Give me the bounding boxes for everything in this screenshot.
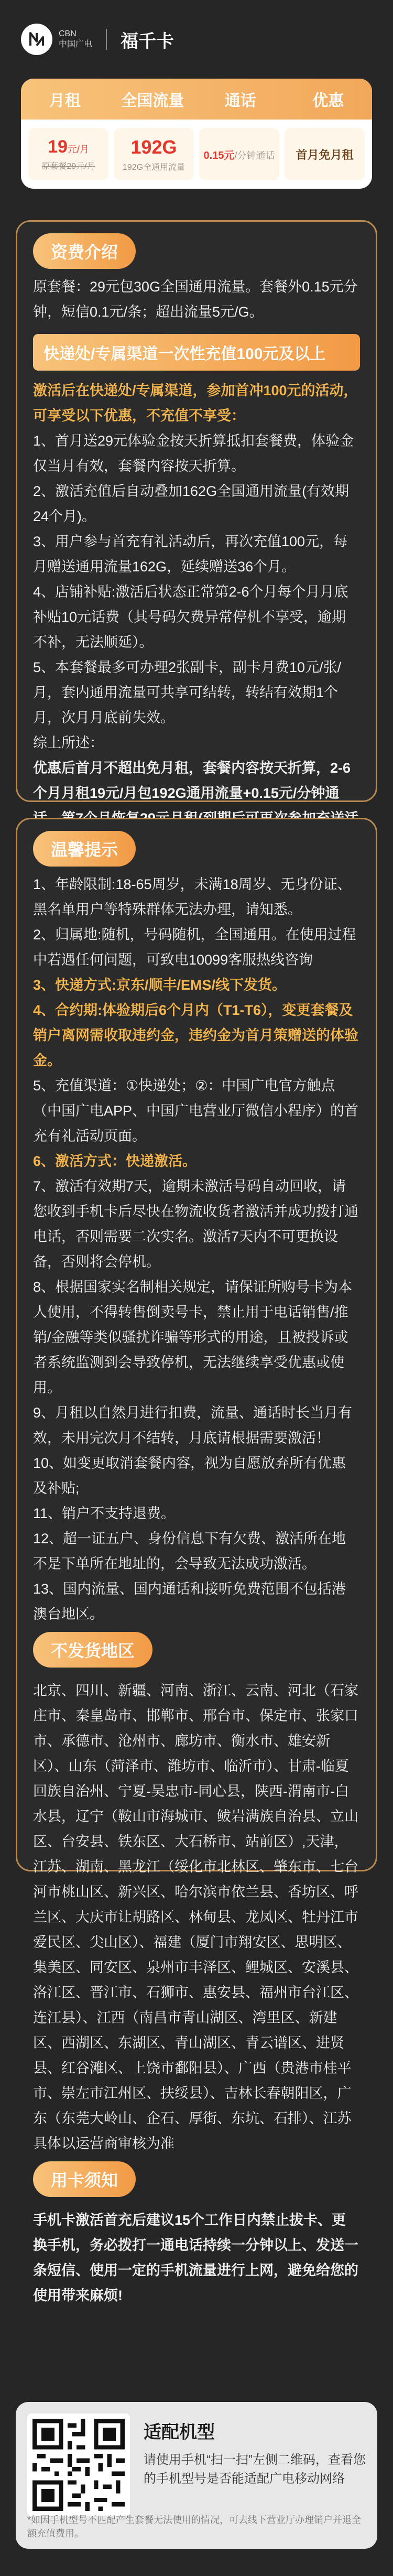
cbn-logo-icon xyxy=(21,24,52,55)
adapt-card xyxy=(16,2402,377,2549)
plan-offer-cell xyxy=(285,128,365,180)
tip-8: 8、根据国家实名制相关规定，请保证所购号卡为本人使用，不得转售倒卖号卡，禁止用于电话销售/推销/金融等类似骚扰诈骗等形式的用途，且被投诉或者系统监测到会导致停机，无法继续享受优惠或使用。 xyxy=(33,1279,353,1395)
adapt-note: *如因手机型号不匹配产生套餐无法使用的情况，可去线下营业厅办理销户并退全额充值费用。 xyxy=(27,2515,362,2539)
fees-condition: 激活后在快递处/专属渠道，参加首冲100元的活动，可享受以下优惠，不充值不享受： xyxy=(33,383,358,424)
notice-text: 手机卡激活首充后建议15个工作日内禁止拔卡、更换手机，务必拨打一通电话持续一分钟以上、发送一条短信、使用一定的手机流量进行上网，避免给您的使用带来麻烦! xyxy=(33,2212,358,2303)
plan-header-offer: 优惠 xyxy=(312,92,344,110)
tip-7: 7、激活有效期7天，逾期未激活号码自动回收，请您收到手机卡后尽快在物流收货者激活并成功拨打通电话，否则需要二次实名。激活7天内不可更换设备，否则将会停机。 xyxy=(33,1178,358,1270)
tip-10: 10、如变更取消套餐内容，视为自愿放弃所有优惠及补贴; xyxy=(33,1455,346,1496)
plan-price-cell xyxy=(28,128,108,180)
adapt-desc: 请使用手机“扫一扫”左侧二维码，查看您的手机型号是否能适配广电移动网络 xyxy=(144,2453,366,2486)
tip-4: 4、合约期:体验期后6个月内（T1-T6），变更套餐及销户离网需收取违约金，违约金为首月策赠送的体验金。 xyxy=(33,1002,358,1068)
fees-item-1: 1、首月送29元体验金按天折算抵扣套餐费，体验金仅当月有效，套餐内容按天折算。 xyxy=(33,433,354,474)
fees-summary: 优惠后首月不超出免月租，套餐内容按天折算，2-6个月月租19元/月包192G通用流量+0.15元/分钟通 xyxy=(33,760,351,801)
plan-header-flow: 全国流量 xyxy=(121,92,184,110)
tip-9: 9、月租以自然月进行扣费，流量、通话时长当月有效，未用完次月不结转，月底请根据需要激活！ xyxy=(33,1405,353,1446)
header xyxy=(0,0,393,79)
fees-original: 原套餐：29元包30G全国通用流量。套餐外0.15元分钟，短信0.1元/条；超出流量5元/G。 xyxy=(33,279,358,320)
fees-item-4: 4、店铺补贴:激活后状态正常第2-6个月每个月月底补贴10元话费（其号码欠费异常停机不享受，逾期不补，无法顺延）。 xyxy=(33,584,348,650)
tip-11: 11、销户不支持退费。 xyxy=(33,1506,176,1521)
header-divider xyxy=(106,29,107,50)
tip-2: 2、归属地:随机，号码随机，全国通用。在使用过程中若遇任何问题，可致电10099客服热线咨询 xyxy=(33,927,356,968)
tip-5: 5、充值渠道：①快递处；②：中国广电官方触点（中国广电APP、中国广电营业厅微信小程序）的首充有礼活动页面。 xyxy=(33,1078,359,1144)
tip-6: 6、激活方式：快递激活。 xyxy=(33,1153,197,1169)
plan-price-unit: 元/月 xyxy=(67,144,89,155)
notice-title: 用卡须知 xyxy=(33,2161,136,2197)
adapt-title: 适配机型 xyxy=(144,2422,215,2442)
plan-offer: 首月免月租 xyxy=(296,148,354,161)
plan-values-row xyxy=(21,120,372,189)
qr-code-icon[interactable] xyxy=(27,2413,130,2516)
tip-1: 1、年龄限制:18-65周岁，未满18周岁、无身份证、黑名单用户等特殊群体无法办理，请知悉。 xyxy=(33,876,352,917)
no-ship-areas: 北京、四川、新疆、河南、浙江、云南、河北（石家庄市、秦皇岛市、邯郸市、邢台市、保定市、张家口市、承德市、沧州市、廊坊市、衡水市、雄安新区）、山东（菏泽市、潍坊市、临沂市）、甘肃-临夏回族自治州、宁夏-吴忠市-同心县，陕西-渭南市-白水县，辽宁（鞍山市海城市、鲅岩满族自治县、立山区、台安县、铁东区、大石桥市、站前区）,天津，江苏、湖南、黑龙江（绥化市北林区、肇东市、七台河市桃山区、新兴区、哈尔滨市依兰县、香坊区、呼兰区、大庆市让胡路区、林甸县、龙凤区、牡丹江市爱民区、尖山区）、福建（厦门市翔安区、思明区、集美区、同安区、泉州市丰泽区、鲤城区、安溪县、洛江区、晋江市、石狮市、惠安县、福州市台江区、连江县）、江西（南昌市青山湖区、湾里区、新建区、西湖区、东湖区、青山湖区、青云谱区、进贤县、红谷滩区、上饶市鄱阳县）、广西（贵港市桂平市、崇左市江州区、扶绥县）、吉林长春朝阳区，广东（东莞大岭山、企石、厚街、东坑、石排）、江苏具体以运营商审核为准 xyxy=(33,1683,358,2151)
fees-item-2: 2、激活充值后自动叠加162G全国通用流量(有效期24个月)。 xyxy=(33,483,350,524)
fees-banner: 快递处/专属渠道一次性充值100元及以上 xyxy=(33,334,360,371)
plan-call-cell xyxy=(199,128,279,180)
tip-12: 12、超一证五户、身份信息下有欠费、激活所在地不是下单所在地址的，会导致无法成功激活。 xyxy=(33,1531,346,1572)
fees-title: 资费介绍 xyxy=(33,233,136,269)
fees-section xyxy=(16,220,377,802)
brand-logo xyxy=(21,24,92,55)
brand-cn: 中国广电 xyxy=(59,40,93,49)
brand-en: CBN xyxy=(59,29,77,38)
plan-call-unit: /分钟通话 xyxy=(234,150,275,161)
plan-header-call: 通话 xyxy=(224,92,256,110)
fees-item-5: 5、本套餐最多可办理2张副卡，副卡月费10元/张/月，套内通用流量可共享可结转，转结有效期1个月，次月月底前失效。 xyxy=(33,659,342,726)
tips-section xyxy=(16,818,377,2303)
tip-3: 3、快递方式:京东/顺丰/EMS/线下发货。 xyxy=(33,977,287,993)
plan-flow: 192G xyxy=(130,136,177,158)
fees-summary-label: 综上所述： xyxy=(33,735,104,751)
plan-call-price: 0.15元 xyxy=(203,149,235,161)
plan-card xyxy=(21,79,372,189)
tip-13: 13、国内流量、国内通话和接听免费范围不包括港澳台地区。 xyxy=(33,1581,346,1622)
page-title: 福千卡 xyxy=(121,31,174,51)
plan-flow-cell xyxy=(114,128,194,180)
plan-original-price: 原套餐29元/月 xyxy=(41,162,95,171)
plan-header-monthly: 月租 xyxy=(49,92,81,110)
plan-price: 19 xyxy=(48,137,68,157)
plan-header-row xyxy=(21,79,372,120)
no-ship-title: 不发货地区 xyxy=(33,1632,152,1668)
tips-title: 温馨提示 xyxy=(33,831,136,867)
fees-item-3: 3、用户参与首充有礼活动后，再次充值100元，每月赠送通用流量162G，延续赠送36个月。 xyxy=(33,534,348,575)
plan-flow-sub: 192G全通用流量 xyxy=(122,163,185,172)
